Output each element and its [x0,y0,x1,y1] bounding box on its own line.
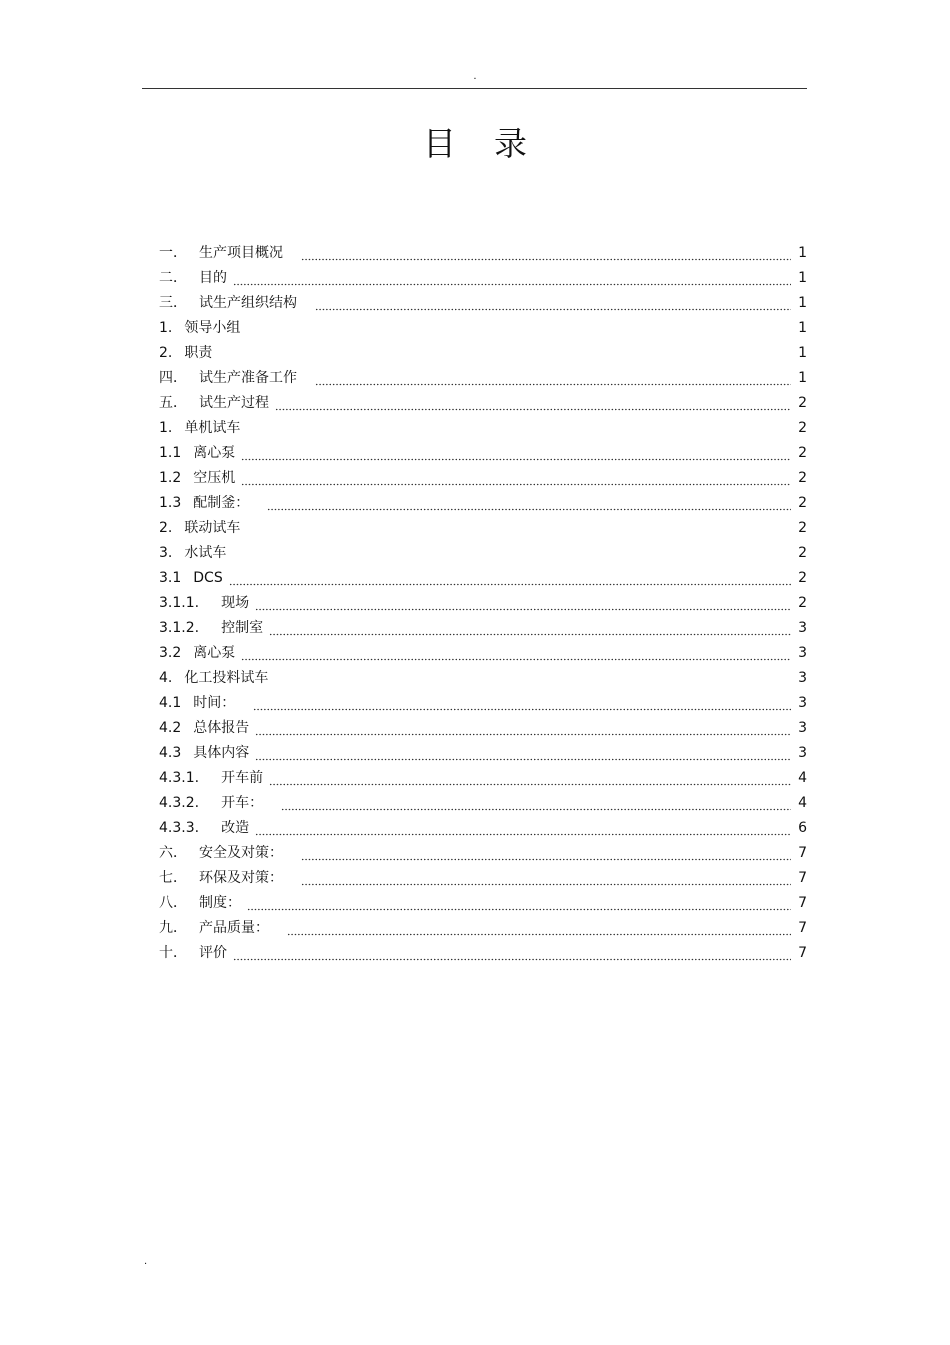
toc-entry-title: 目的 [199,270,227,286]
toc-entry-page: 7 [798,870,807,886]
toc-dot-leader [247,891,791,916]
toc-entry-page: 7 [798,845,807,861]
toc-entry-title: 试生产准备工作 [199,370,297,386]
toc-entry[interactable] [159,891,807,916]
toc-entry[interactable] [159,566,807,591]
toc-dot-leader [233,266,791,291]
toc-entry-title: 试生产组织结构 [199,295,297,311]
toc-entry-title: 安全及对策： [199,845,283,861]
toc-entry-page: 2 [798,495,807,511]
toc-entry-number: 4.3 [159,745,182,761]
toc-entry-number: 4.3.1. [159,770,200,786]
toc-entry[interactable] [159,366,807,391]
toc-entry-title: 化工投料试车 [184,670,269,686]
toc-entry-number: 九． [159,920,187,936]
page-title [0,122,950,166]
toc-entry-number: 三． [159,295,187,311]
toc-entry-number: 2. [159,345,173,361]
toc-entry[interactable] [159,666,807,691]
toc-entry-number: 1.2 [159,470,182,486]
toc-entry[interactable] [159,766,807,791]
toc-entry-title: 具体内容 [193,745,250,761]
toc-entry[interactable] [159,466,807,491]
toc-entry-title: 现场 [221,595,250,611]
toc-entry-title: 控制室 [221,620,264,636]
toc-entry-number: 3.1.1. [159,595,200,611]
toc-dot-leader [241,466,791,491]
toc-entry-page: 7 [798,895,807,911]
toc-entry-page: 2 [798,470,807,486]
toc-dot-leader [269,616,791,641]
toc-entry-number: 1.3 [159,495,182,511]
toc-entry-title: DCS [193,570,223,586]
toc-entry[interactable] [159,541,807,566]
toc-entry-page: 3 [798,620,807,636]
toc-entry-title: 时间： [193,695,236,711]
toc-dot-leader [255,816,791,841]
toc-entry[interactable] [159,641,807,666]
toc-entry-page: 1 [798,295,807,311]
toc-dot-leader [229,566,791,591]
toc-entry[interactable] [159,291,807,316]
toc-entry-page: 7 [798,920,807,936]
toc-dot-leader [246,316,791,341]
table-of-contents [159,241,807,966]
toc-entry[interactable] [159,266,807,291]
toc-entry[interactable] [159,916,807,941]
toc-entry-number: 1.1 [159,445,182,461]
toc-entry-page: 2 [798,570,807,586]
toc-entry-page: 4 [798,795,807,811]
toc-entry-title: 离心泵 [193,445,236,461]
toc-dot-leader [253,691,791,716]
toc-entry-page: 1 [798,320,807,336]
toc-entry[interactable] [159,716,807,741]
toc-dot-leader [255,591,791,616]
toc-dot-leader [232,541,791,566]
toc-dot-leader [246,516,791,541]
toc-entry-title: 生产项目概况 [199,245,283,261]
toc-entry-title: 空压机 [193,470,236,486]
footer-mark: . [144,1256,148,1267]
toc-dot-leader [287,916,791,941]
toc-entry-page: 2 [798,520,807,536]
toc-entry[interactable] [159,241,807,266]
toc-dot-leader [274,666,791,691]
toc-entry-page: 3 [798,695,807,711]
toc-dot-leader [267,491,791,516]
title-char-2: 录 [494,124,527,163]
toc-dot-leader [281,791,791,816]
toc-entry-number: 六． [159,845,187,861]
toc-entry-title: 配制釜： [193,495,250,511]
toc-dot-leader [275,391,791,416]
toc-entry-page: 1 [798,345,807,361]
header-rule [142,88,807,89]
toc-dot-leader [255,716,791,741]
toc-entry[interactable] [159,491,807,516]
toc-entry-title: 制度： [199,895,241,911]
toc-dot-leader [255,741,791,766]
toc-dot-leader [301,841,791,866]
toc-entry-page: 6 [798,820,807,836]
toc-entry-page: 3 [798,670,807,686]
toc-entry-page: 2 [798,545,807,561]
toc-entry-title: 开车： [221,795,264,811]
toc-entry-title: 离心泵 [193,645,236,661]
toc-dot-leader [269,766,791,791]
toc-entry-title: 改造 [221,820,250,836]
toc-entry[interactable] [159,741,807,766]
toc-entry-number: 一． [159,245,187,261]
toc-entry-title: 试生产过程 [199,395,269,411]
toc-dot-leader [315,366,791,391]
toc-entry-page: 7 [798,945,807,961]
toc-entry-title: 领导小组 [184,320,241,336]
toc-entry[interactable] [159,866,807,891]
toc-entry[interactable] [159,516,807,541]
toc-entry-number: 4. [159,670,173,686]
toc-entry[interactable] [159,391,807,416]
toc-entry-page: 3 [798,645,807,661]
toc-entry-title: 评价 [199,945,227,961]
toc-entry[interactable] [159,816,807,841]
toc-entry-number: 4.2 [159,720,182,736]
toc-entry-number: 4.1 [159,695,182,711]
title-char-1: 目 [423,124,456,163]
toc-dot-leader [315,291,791,316]
toc-entry-page: 4 [798,770,807,786]
toc-entry-page: 2 [798,445,807,461]
toc-entry-page: 1 [798,245,807,261]
toc-entry-number: 3.1.2. [159,620,200,636]
toc-entry-number: 二． [159,270,187,286]
toc-entry-number: 1. [159,320,173,336]
header-mark: . [473,71,477,82]
toc-entry-number: 3. [159,545,173,561]
toc-dot-leader [241,441,791,466]
toc-dot-leader [246,416,791,441]
toc-entry-number: 四． [159,370,187,386]
toc-entry-title: 联动试车 [184,520,241,536]
toc-entry-number: 4.3.3. [159,820,200,836]
toc-entry[interactable] [159,791,807,816]
toc-entry-page: 2 [798,420,807,436]
toc-entry-number: 2. [159,520,173,536]
toc-entry[interactable] [159,616,807,641]
toc-entry-number: 七． [159,870,187,886]
toc-entry-number: 八． [159,895,187,911]
toc-entry-title: 水试车 [184,545,227,561]
toc-entry-title: 产品质量： [199,920,269,936]
toc-entry-number: 3.1 [159,570,182,586]
toc-entry-title: 单机试车 [184,420,241,436]
toc-dot-leader [218,341,791,366]
toc-entry-number: 1. [159,420,173,436]
toc-entry[interactable] [159,841,807,866]
toc-entry-number: 3.2 [159,645,182,661]
toc-entry-page: 2 [798,595,807,611]
toc-entry-page: 2 [798,395,807,411]
toc-entry-page: 1 [798,370,807,386]
toc-dot-leader [233,941,791,966]
toc-entry-title: 职责 [184,345,213,361]
toc-entry[interactable] [159,416,807,441]
toc-entry-page: 1 [798,270,807,286]
toc-entry-number: 十． [159,945,187,961]
toc-entry-title: 开车前 [221,770,264,786]
toc-entry-title: 总体报告 [193,720,250,736]
toc-entry[interactable] [159,316,807,341]
toc-entry-title: 环保及对策： [199,870,283,886]
toc-entry-page: 3 [798,745,807,761]
toc-entry[interactable] [159,691,807,716]
toc-entry-page: 3 [798,720,807,736]
toc-entry[interactable] [159,441,807,466]
toc-dot-leader [241,641,791,666]
toc-dot-leader [301,866,791,891]
toc-entry[interactable] [159,341,807,366]
toc-entry-number: 4.3.2. [159,795,200,811]
toc-dot-leader [301,241,791,266]
toc-entry-number: 五． [159,395,187,411]
toc-entry[interactable] [159,941,807,966]
toc-entry[interactable] [159,591,807,616]
